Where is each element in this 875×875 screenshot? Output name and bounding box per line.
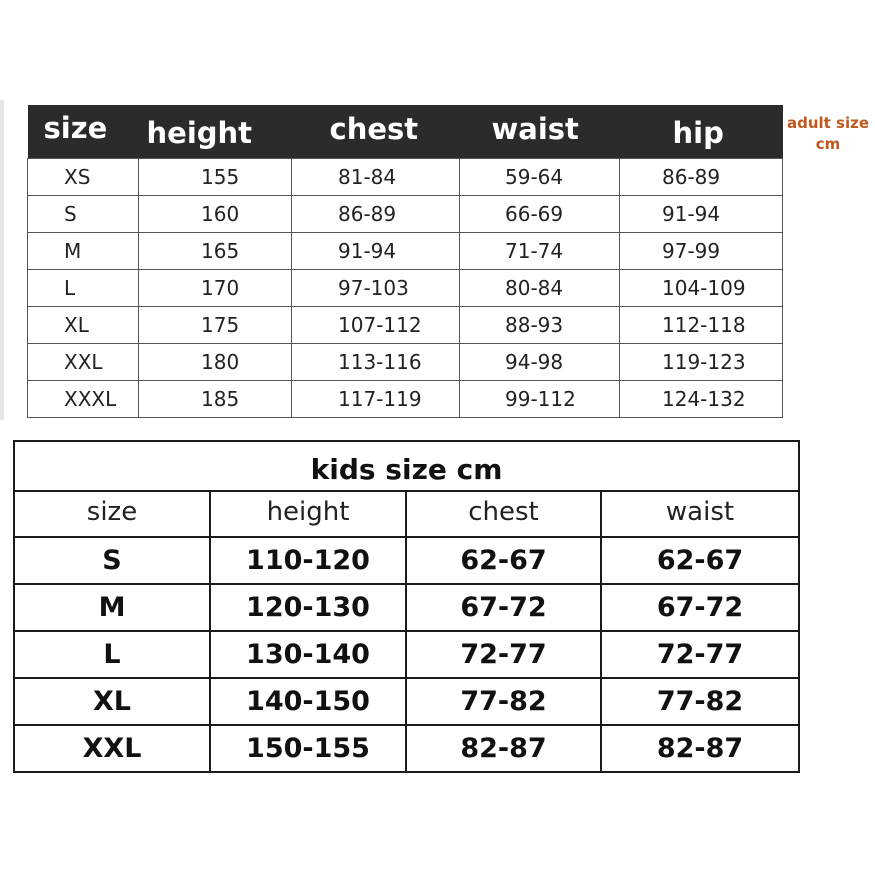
adult-cell-hip: 97-99 [620, 232, 783, 269]
adult-cell-size: XXL [28, 343, 139, 380]
kids-row [14, 537, 799, 584]
kids-cell-chest: 72-77 [406, 631, 601, 678]
adult-cell-chest: 86-89 [292, 195, 460, 232]
adult-cell-size: S [28, 195, 139, 232]
adult-cell-hip: 112-118 [620, 306, 783, 343]
adult-header-hip: hip [620, 105, 783, 158]
adult-cell-hip: 91-94 [620, 195, 783, 232]
kids-cell-size: M [14, 584, 210, 631]
adult-row [28, 306, 783, 343]
adult-cell-size: M [28, 232, 139, 269]
kids-cell-waist: 62-67 [601, 537, 799, 584]
adult-cell-chest: 97-103 [292, 269, 460, 306]
adult-cell-height: 170 [139, 269, 292, 306]
kids-cell-size: L [14, 631, 210, 678]
adult-header-chest: chest [292, 105, 460, 158]
kids-cell-chest: 62-67 [406, 537, 601, 584]
kids-row [14, 678, 799, 725]
kids-cell-chest: 67-72 [406, 584, 601, 631]
adult-cell-waist: 59-64 [460, 158, 620, 195]
adult-cell-chest: 81-84 [292, 158, 460, 195]
kids-header-size: size [14, 491, 210, 537]
adult-cell-hip: 119-123 [620, 343, 783, 380]
adult-row [28, 343, 783, 380]
kids-header-waist: waist [601, 491, 799, 537]
adult-cell-size: XXXL [28, 380, 139, 417]
adult-cell-hip: 124-132 [620, 380, 783, 417]
adult-size-note [782, 113, 874, 155]
kids-cell-height: 130-140 [210, 631, 406, 678]
adult-row [28, 269, 783, 306]
kids-cell-height: 120-130 [210, 584, 406, 631]
adult-size-table [27, 105, 783, 418]
kids-header-row [14, 491, 799, 537]
kids-cell-chest: 77-82 [406, 678, 601, 725]
adult-cell-size: L [28, 269, 139, 306]
kids-cell-waist: 77-82 [601, 678, 799, 725]
adult-row [28, 380, 783, 417]
adult-cell-chest: 107-112 [292, 306, 460, 343]
kids-cell-waist: 67-72 [601, 584, 799, 631]
adult-cell-height: 165 [139, 232, 292, 269]
adult-cell-chest: 117-119 [292, 380, 460, 417]
adult-header-height: height [139, 105, 292, 158]
adult-cell-chest: 113-116 [292, 343, 460, 380]
kids-size-table [13, 440, 800, 773]
kids-header-chest: chest [406, 491, 601, 537]
adult-cell-height: 185 [139, 380, 292, 417]
kids-cell-height: 150-155 [210, 725, 406, 772]
kids-cell-height: 140-150 [210, 678, 406, 725]
adult-row [28, 158, 783, 195]
adult-row [28, 232, 783, 269]
adult-cell-height: 155 [139, 158, 292, 195]
adult-cell-waist: 88-93 [460, 306, 620, 343]
adult-cell-waist: 80-84 [460, 269, 620, 306]
adult-cell-height: 175 [139, 306, 292, 343]
adult-cell-waist: 94-98 [460, 343, 620, 380]
kids-row [14, 725, 799, 772]
kids-cell-waist: 82-87 [601, 725, 799, 772]
kids-row [14, 584, 799, 631]
adult-cell-waist: 71-74 [460, 232, 620, 269]
adult-row [28, 195, 783, 232]
kids-cell-size: S [14, 537, 210, 584]
adult-cell-size: XL [28, 306, 139, 343]
adult-note-line2: cm [815, 135, 841, 153]
left-edge-strip [0, 100, 4, 420]
adult-cell-hip: 104-109 [620, 269, 783, 306]
kids-title: kids size cm [14, 441, 799, 491]
adult-header-size: size [28, 105, 139, 158]
kids-title-row [14, 441, 799, 491]
adult-cell-waist: 99-112 [460, 380, 620, 417]
kids-cell-waist: 72-77 [601, 631, 799, 678]
adult-cell-chest: 91-94 [292, 232, 460, 269]
kids-cell-chest: 82-87 [406, 725, 601, 772]
adult-cell-size: XS [28, 158, 139, 195]
adult-cell-height: 180 [139, 343, 292, 380]
adult-note-line1: adult size [786, 114, 870, 132]
kids-header-height: height [210, 491, 406, 537]
adult-header-waist: waist [460, 105, 620, 158]
adult-cell-hip: 86-89 [620, 158, 783, 195]
kids-cell-size: XL [14, 678, 210, 725]
adult-header-row [28, 105, 783, 158]
kids-cell-height: 110-120 [210, 537, 406, 584]
adult-cell-waist: 66-69 [460, 195, 620, 232]
adult-cell-height: 160 [139, 195, 292, 232]
kids-row [14, 631, 799, 678]
kids-cell-size: XXL [14, 725, 210, 772]
